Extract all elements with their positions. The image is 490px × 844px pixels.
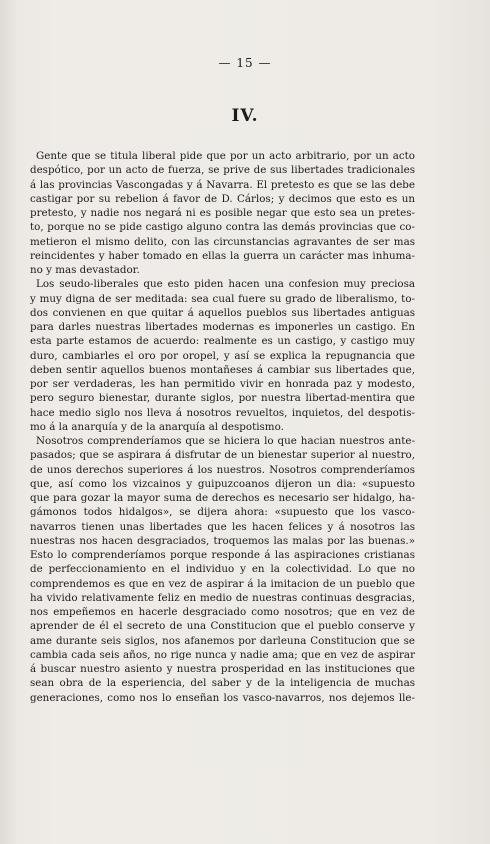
- text-line: que para gozar la mayor suma de derechos es necesario ser hidalgo, ha-: [30, 492, 415, 504]
- text-line: metieron el mismo delito, con las circunstancias agravantes de ser mas: [30, 235, 415, 248]
- text-line: pasados; que se aspirara á disfrutar de un bienestar superior al nuestro,: [30, 449, 415, 462]
- paragraph-3: [30, 434, 415, 705]
- body-text: [30, 149, 415, 705]
- text-line: esta parte estamos de acuerdo: realmente es un castigo, y castigo muy: [30, 335, 415, 348]
- text-line: que, así como los vizcainos y guipuzcoanos dijeron un dia: «supuesto: [30, 477, 415, 490]
- text-line: Los seudo-liberales que esto piden hacen una confesion muy preciosa: [36, 278, 415, 291]
- text-line: aprender de él el secreto de una Constitucion que el pueblo conserve y: [30, 620, 415, 633]
- text-line: Esto lo comprenderíamos porque responde á las aspiraciones cristianas: [30, 549, 415, 561]
- text-line: despótico, por un acto de fuerza, se prive de sus libertades tradicionales: [30, 164, 415, 177]
- text-line: hace medio siglo nos lleva á nosotros revueltos, inquietos, del despotis-: [30, 406, 415, 419]
- text-line: pretesto, y nadie nos negará ni es posible negar que esto sea un pretes-: [30, 207, 415, 219]
- text-line: ha vivido relativamente feliz en medio de nuestras continuas desgracias,: [30, 591, 415, 604]
- text-line: Nosotros comprenderíamos que se hiciera lo que hacian nuestros ante-: [36, 435, 415, 447]
- text-line: castigar por su rebelion á favor de D. Cárlos; y decimos que esto es un: [30, 192, 415, 205]
- text-line: to, porque no se pide castigo alguno contra las demás provincias que co-: [30, 221, 415, 234]
- text-line: nuestras nos hacen desgraciados, troquemos las malas por las buenas.»: [30, 534, 415, 547]
- text-line: mo á la anarquía y de la anarquía al despotismo.: [30, 420, 284, 433]
- text-line: sean obra de la esperiencia, del saber y de la inteligencia de muchas: [30, 677, 415, 690]
- text-line: de unos derechos superiores á los nuestros. Nosotros comprenderíamos: [30, 463, 415, 476]
- text-line: cambia cada seis años, no rige nunca y nadie ama; que en vez de aspirar: [30, 648, 415, 661]
- text-line: dos convienen en que quitar á aquellos pueblos sus libertades antiguas: [30, 306, 415, 319]
- text-line: navarros tienen unas libertades que les hacen felices y á nosotros las: [30, 520, 415, 533]
- paragraph-1: [30, 149, 415, 277]
- text-line: ame durante seis siglos, nos afanemos por darleuna Constitucion que se: [30, 634, 415, 647]
- text-line: para darles nuestras libertades modernas es imponerles un castigo. En: [30, 321, 415, 333]
- text-line: reincidentes y haber tomado en ellas la guerra un carácter mas inhuma-: [30, 249, 415, 262]
- text-line: pero seguro bienestar, durante siglos, por nuestra libertad-mentira que: [30, 392, 415, 405]
- text-line: y muy digna de ser meditada: sea cual fuere su grado de liberalismo, to-: [30, 292, 415, 305]
- text-line: deben sentir aquellos buenos montañeses á cambiar sus libertades que,: [30, 363, 415, 376]
- text-line: á buscar nuestro asiento y nuestra prosperidad en las instituciones que: [30, 663, 415, 675]
- text-line: duro, cambiarles el oro por oropel, y así se explica la repugnancia que: [30, 349, 415, 362]
- text-line: generaciones, como nos lo enseñan los vasco-navarros, nos dejemos lle-: [30, 691, 415, 704]
- text-line: por ser verdaderas, les han permitido vivir en honrada paz y modesto,: [30, 378, 415, 390]
- text-line: gámonos todos hidalgos», se dijera ahora: «supuesto que los vasco-: [30, 506, 415, 519]
- chapter-heading: IV.: [231, 106, 259, 126]
- paragraph-2: [30, 277, 415, 434]
- text-line: comprendemos es que en vez de aspirar á la imitacion de un pueblo que: [30, 577, 415, 590]
- text-line: Gente que se titula liberal pide que por un acto arbitrario, por un acto: [36, 150, 415, 162]
- text-line: de perfeccionamiento en el individuo y en la colectividad. Lo que no: [30, 563, 415, 576]
- text-line: á las provincias Vascongadas y á Navarra. El pretesto es que se las debe: [30, 178, 415, 191]
- text-line: no y mas devastador.: [30, 264, 140, 276]
- text-line: nos empeñemos en hacerle desgraciado como nosotros; que en vez de: [30, 606, 415, 618]
- page-number: — 15 —: [218, 56, 272, 70]
